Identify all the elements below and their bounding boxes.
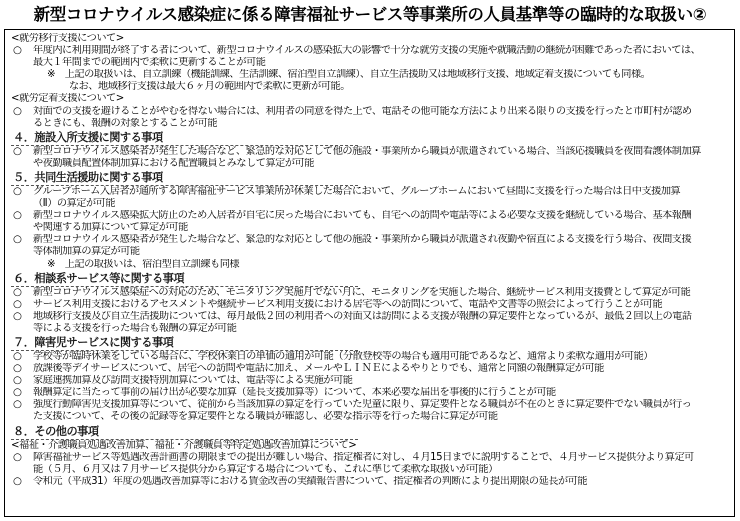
list-item-continuation: （Ⅱ）の算定が可能: [33, 198, 116, 210]
list-item: ○ 学校等が臨時休業をしている場合に、学校休業日の単価の適用が可能（分散登校等の場合も適用可能であるなど、通常より柔軟な適用が可能）: [13, 350, 653, 362]
section-heading-4: ４．施設入所支援に関する事項: [11, 131, 358, 146]
list-item: ○ 新型コロナウイルス感染者が発生した場合など、緊急的な対応として他の施設・事業所から職員が派遣され夜勤や宿直による支援を行う場合、夜間支援: [13, 234, 692, 246]
section-heading-8: ８．その他の事項: [11, 425, 358, 440]
bullet-icon: ○: [13, 363, 22, 375]
list-item-continuation: 最大１年間までの範囲内で柔軟に更新することが可能: [33, 57, 266, 69]
list-item: ○ 対面での支援を避けることがやむを得ない場合には、利用者の同意を得た上で、電話その他可能な方法により出来る限りの支援を行ったと市町村が認め: [13, 105, 692, 117]
list-item: ○ グループホーム入居者が通所する障害福祉サービス事業所が休業した場合において、グループホームにおいて昼間に支援を行った場合は日中支援加算: [13, 185, 681, 197]
bullet-icon: ○: [13, 185, 22, 197]
bullet-icon: ○: [13, 105, 22, 117]
section-heading-shuro-ikou: <就労移行支援について>: [11, 33, 124, 44]
list-item: ○ 強度行動障害児支援加算等について、従前から当該加算の算定を行っていた児童に限り、算定要件となる職員が不在のときに算定要件でない職員が行っ: [13, 399, 692, 411]
bullet-icon: ○: [13, 475, 22, 487]
list-item-continuation: た支援について、その後の記録等を算定要件となる職員が確認し、必要な指示等を行った場合に算定が可能: [33, 411, 498, 423]
bullet-icon: ○: [13, 210, 22, 222]
list-item: ○ 放課後等デイサービスについて、居宅への訪問や電話に加え、メールやＬＩＮＥによるやりとりでも、通常と同額の報酬算定が可能: [13, 363, 604, 375]
list-item: ○ 障害福祉サービス等処遇改善計画書の期限までの提出が難しい場合、指定権者に対し、４月15日までに説明することで、４月サービス提供分より算定可: [13, 451, 694, 463]
list-item: ○ 新型コロナウイルス感染症への対応のため、モニタリング実施月でない月に、モニタリングを実施した場合、継続サービス利用支援費として算定が可能: [13, 286, 691, 298]
bullet-icon: ○: [13, 145, 22, 157]
bullet-icon: ○: [13, 310, 22, 322]
list-item: ○ 家庭連携加算及び訪問支援特別加算については、電話等による実施が可能: [13, 375, 353, 387]
list-item-continuation: や関連する加算について算定が可能: [33, 222, 188, 234]
bullet-icon: ○: [13, 45, 22, 57]
list-item: ○ 年度内に利用期間が終了する者について、新型コロナウイルスの感染拡大の影響で十分な就労支援の実施や就職活動の継続が困難であった者においては、: [13, 45, 701, 57]
list-item: ○ 令和元（平成31）年度の処遇改善加算等における賃金改善の実績報告書について、指定権者の判断により提出期限の延長が可能: [13, 475, 588, 487]
list-item: ○ サービス利用支援におけるアセスメントや継続サービス利用支援における居宅等への訪問について、電話や文書等の照会によって行うことが可能: [13, 298, 663, 310]
note: ※ 上記の取扱いは、自立訓練（機能訓練、生活訓練、宿泊型自立訓練）、自立生活援助又は地域移行支援、地域定着支援についても同様。: [47, 69, 651, 81]
bullet-icon: ○: [13, 451, 22, 463]
section-heading-6: ６．相談系サービス等に関する事項: [11, 272, 358, 287]
note: ※ 上記の取扱いは、宿泊型自立訓練も同様: [47, 258, 240, 270]
section-heading-7: ７．障害児サービスに関する事項: [11, 336, 358, 351]
bullet-icon: ○: [13, 350, 22, 362]
list-item: ○ 地域移行支援及び自立生活援助については、毎月最低２回の利用者への対面又は訪問による支援が報酬の算定要件となっているが、最低２回以上の電話: [13, 310, 692, 322]
bullet-icon: ○: [13, 399, 22, 411]
page-title: 新型コロナウイルス感染症に係る障害福祉サービス等事業所の人員基準等の臨時的な取扱い②: [33, 5, 707, 24]
section-heading-5: ５．共同生活援助に関する事項: [11, 171, 358, 186]
subsection-heading: <福祉・介護職員処遇改善加算、福祉・介護職員等特定処遇改善加算について>: [11, 439, 357, 451]
list-item: ○ 報酬算定に当たって事前の届け出が必要な加算（延長支援加算等）について、本来必要な届出を事後的に行うことが可能: [13, 387, 556, 399]
bullet-icon: ○: [13, 387, 22, 399]
list-item-continuation: や夜勤職員配置体制加算における配置職員とみなして算定が可能: [33, 157, 314, 169]
content-body: [11, 33, 728, 488]
bullet-icon: ○: [13, 234, 22, 246]
bullet-icon: ○: [13, 286, 22, 298]
list-item: ○ 新型コロナウイルス感染者が発生した場合など、緊急的な対応として他の施設・事業所から職員が派遣されている場合、当該応援職員を夜間看護体制加算: [13, 145, 701, 157]
section-heading-shuro-teichaku: <就労定着支援について>: [11, 93, 124, 105]
note: なお、地域移行支援は最大６ヶ月の範囲内で柔軟に更新が可能。: [69, 81, 350, 93]
list-item-continuation: 等による支援を行った場合も報酬の算定が可能: [33, 322, 237, 334]
content-frame: [4, 29, 735, 517]
bullet-icon: ○: [13, 375, 22, 387]
list-item-continuation: るときにも、報酬の対象とすることが可能: [33, 117, 218, 129]
list-item: ○ 新型コロナウイルス感染拡大防止のため入居者が自宅に戻った場合においても、自宅への訪問や電話等による必要な支援を継続している場合、基本報酬: [13, 210, 692, 222]
bullet-icon: ○: [13, 298, 22, 310]
list-item-continuation: 等体制加算の算定が可能: [33, 246, 140, 258]
list-item-continuation: 能（５月、６月又は７月サービス提供分から算定する場合についても、これに準じて柔軟な取扱いが可能）: [33, 463, 498, 475]
